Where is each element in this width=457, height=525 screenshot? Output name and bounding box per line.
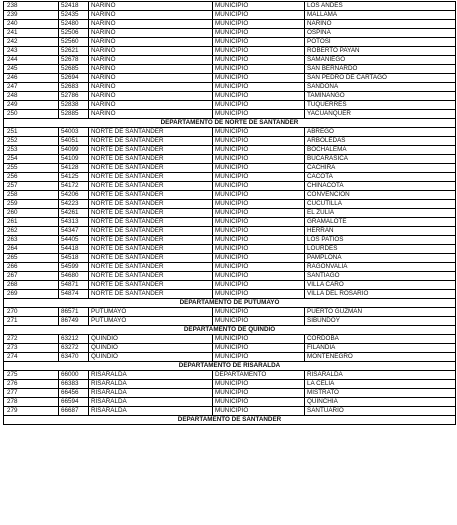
dane-code-cell: 63470	[59, 353, 89, 362]
department-header-row	[4, 416, 456, 425]
row-number-cell: 274	[4, 353, 59, 362]
table-row	[4, 317, 456, 326]
table-row	[4, 110, 456, 119]
department-cell: NARIÑO	[89, 56, 213, 65]
entity-type-cell: MUNICIPIO	[213, 290, 305, 299]
table-row	[4, 191, 456, 200]
table-row	[4, 371, 456, 380]
dane-code-cell: 52418	[59, 2, 89, 11]
dane-code-cell: 52678	[59, 56, 89, 65]
dane-code-cell: 66000	[59, 371, 89, 380]
department-cell: RISARALDA	[89, 407, 213, 416]
entity-type-cell: MUNICIPIO	[213, 200, 305, 209]
entity-type-cell: MUNICIPIO	[213, 407, 305, 416]
municipality-name-cell: BUCARASICA	[305, 155, 456, 164]
department-cell: NORTE DE SANTANDER	[89, 218, 213, 227]
entity-type-cell: MUNICIPIO	[213, 227, 305, 236]
dane-code-cell: 54871	[59, 281, 89, 290]
table-row	[4, 83, 456, 92]
municipality-name-cell: YACUANQUER	[305, 110, 456, 119]
table-row	[4, 56, 456, 65]
table-row	[4, 2, 456, 11]
entity-type-cell: MUNICIPIO	[213, 182, 305, 191]
municipality-name-cell: QUINCHIA	[305, 398, 456, 407]
department-cell: NORTE DE SANTANDER	[89, 209, 213, 218]
table-row	[4, 164, 456, 173]
table-row	[4, 173, 456, 182]
row-number-cell: 239	[4, 11, 59, 20]
entity-type-cell: MUNICIPIO	[213, 47, 305, 56]
department-header: DEPARTAMENTO DE PUTUMAYO	[4, 299, 456, 308]
entity-type-cell: MUNICIPIO	[213, 398, 305, 407]
municipality-name-cell: ROBERTO PAYAN	[305, 47, 456, 56]
municipality-name-cell: MONTENEGRO	[305, 353, 456, 362]
municipality-name-cell: CORDOBA	[305, 335, 456, 344]
row-number-cell: 241	[4, 29, 59, 38]
department-header-row	[4, 362, 456, 371]
row-number-cell: 244	[4, 56, 59, 65]
municipality-name-cell: SANDONA	[305, 83, 456, 92]
dane-code-cell: 54599	[59, 263, 89, 272]
municipality-name-cell: ABREGO	[305, 128, 456, 137]
department-cell: NORTE DE SANTANDER	[89, 236, 213, 245]
entity-type-cell: MUNICIPIO	[213, 83, 305, 92]
table-row	[4, 344, 456, 353]
row-number-cell: 247	[4, 83, 59, 92]
row-number-cell: 268	[4, 281, 59, 290]
entity-type-cell: MUNICIPIO	[213, 20, 305, 29]
table-row	[4, 65, 456, 74]
entity-type-cell: MUNICIPIO	[213, 245, 305, 254]
department-cell: NARIÑO	[89, 29, 213, 38]
department-cell: NARIÑO	[89, 65, 213, 74]
row-number-cell: 249	[4, 101, 59, 110]
row-number-cell: 279	[4, 407, 59, 416]
dane-code-cell: 54125	[59, 173, 89, 182]
table-row	[4, 146, 456, 155]
dane-code-cell: 63272	[59, 344, 89, 353]
dane-code-cell: 66456	[59, 389, 89, 398]
table-row	[4, 47, 456, 56]
department-header: DEPARTAMENTO DE QUINDIO	[4, 326, 456, 335]
dane-code-cell: 54313	[59, 218, 89, 227]
department-header: DEPARTAMENTO DE RISARALDA	[4, 362, 456, 371]
table-row	[4, 389, 456, 398]
row-number-cell: 242	[4, 38, 59, 47]
entity-type-cell: MUNICIPIO	[213, 11, 305, 20]
row-number-cell: 251	[4, 128, 59, 137]
municipality-name-cell: FILANDIA	[305, 344, 456, 353]
municipality-name-cell: BOCHALEMA	[305, 146, 456, 155]
municipality-name-cell: CACHIRA	[305, 164, 456, 173]
table-row	[4, 290, 456, 299]
table-row	[4, 200, 456, 209]
municipality-name-cell: SANTIAGO	[305, 272, 456, 281]
municipality-name-cell: RISARALDA	[305, 371, 456, 380]
dane-code-cell: 54109	[59, 155, 89, 164]
entity-type-cell: MUNICIPIO	[213, 236, 305, 245]
table-row	[4, 128, 456, 137]
department-cell: NARIÑO	[89, 110, 213, 119]
dane-code-cell: 54680	[59, 272, 89, 281]
table-row	[4, 11, 456, 20]
dane-code-cell: 86571	[59, 308, 89, 317]
entity-type-cell: MUNICIPIO	[213, 344, 305, 353]
dane-code-cell: 54051	[59, 137, 89, 146]
dane-code-cell: 66594	[59, 398, 89, 407]
entity-type-cell: MUNICIPIO	[213, 389, 305, 398]
dane-code-cell: 52560	[59, 38, 89, 47]
entity-type-cell: MUNICIPIO	[213, 164, 305, 173]
row-number-cell: 246	[4, 74, 59, 83]
entity-type-cell: MUNICIPIO	[213, 317, 305, 326]
municipality-name-cell: CONVENCION	[305, 191, 456, 200]
department-cell: NORTE DE SANTANDER	[89, 290, 213, 299]
row-number-cell: 277	[4, 389, 59, 398]
table-row	[4, 209, 456, 218]
municipality-name-cell: CHINACOTA	[305, 182, 456, 191]
table-row	[4, 380, 456, 389]
entity-type-cell: MUNICIPIO	[213, 335, 305, 344]
row-number-cell: 258	[4, 191, 59, 200]
municipality-name-cell: LOS PATIOS	[305, 236, 456, 245]
municipality-name-cell: NARIÑO	[305, 20, 456, 29]
row-number-cell: 240	[4, 20, 59, 29]
department-cell: NORTE DE SANTANDER	[89, 173, 213, 182]
table-row	[4, 155, 456, 164]
municipality-name-cell: RAGONVALIA	[305, 263, 456, 272]
dane-code-cell: 52683	[59, 83, 89, 92]
dane-code-cell: 52885	[59, 110, 89, 119]
dane-code-cell: 52694	[59, 74, 89, 83]
municipality-name-cell: LA CELIA	[305, 380, 456, 389]
dane-code-cell: 52685	[59, 65, 89, 74]
department-cell: NORTE DE SANTANDER	[89, 227, 213, 236]
table-row	[4, 182, 456, 191]
department-cell: RISARALDA	[89, 398, 213, 407]
dane-code-cell: 66687	[59, 407, 89, 416]
municipality-name-cell: MISTRATO	[305, 389, 456, 398]
municipality-name-cell: POTOSI	[305, 38, 456, 47]
table-row	[4, 74, 456, 83]
dane-code-cell: 52786	[59, 92, 89, 101]
department-cell: NARIÑO	[89, 38, 213, 47]
entity-type-cell: MUNICIPIO	[213, 209, 305, 218]
dane-code-cell: 54405	[59, 236, 89, 245]
row-number-cell: 253	[4, 146, 59, 155]
row-number-cell: 272	[4, 335, 59, 344]
row-number-cell: 256	[4, 173, 59, 182]
department-cell: NORTE DE SANTANDER	[89, 272, 213, 281]
entity-type-cell: MUNICIPIO	[213, 92, 305, 101]
dane-code-cell: 52506	[59, 29, 89, 38]
table-row	[4, 407, 456, 416]
table-row	[4, 20, 456, 29]
dane-code-cell: 54518	[59, 254, 89, 263]
department-cell: NARIÑO	[89, 74, 213, 83]
entity-type-cell: MUNICIPIO	[213, 74, 305, 83]
row-number-cell: 275	[4, 371, 59, 380]
entity-type-cell: MUNICIPIO	[213, 137, 305, 146]
dane-code-cell: 54418	[59, 245, 89, 254]
table-body	[4, 2, 456, 425]
dane-code-cell: 54874	[59, 290, 89, 299]
entity-type-cell: MUNICIPIO	[213, 254, 305, 263]
department-cell: PUTUMAYO	[89, 317, 213, 326]
row-number-cell: 265	[4, 254, 59, 263]
municipality-name-cell: SAN BERNARDO	[305, 65, 456, 74]
row-number-cell: 262	[4, 227, 59, 236]
department-cell: QUINDIO	[89, 353, 213, 362]
dane-code-cell: 54347	[59, 227, 89, 236]
dane-code-cell: 54206	[59, 191, 89, 200]
department-header: DEPARTAMENTO DE NORTE DE SANTANDER	[4, 119, 456, 128]
municipality-name-cell: EL ZULIA	[305, 209, 456, 218]
table-row	[4, 137, 456, 146]
department-cell: NORTE DE SANTANDER	[89, 182, 213, 191]
entity-type-cell: DEPARTAMENTO	[213, 371, 305, 380]
department-cell: NARIÑO	[89, 92, 213, 101]
municipality-name-cell: VILLA CARO	[305, 281, 456, 290]
row-number-cell: 273	[4, 344, 59, 353]
row-number-cell: 259	[4, 200, 59, 209]
row-number-cell: 263	[4, 236, 59, 245]
municipality-name-cell: CUCUTILLA	[305, 200, 456, 209]
municipality-table	[3, 1, 456, 425]
row-number-cell: 257	[4, 182, 59, 191]
department-cell: NARIÑO	[89, 2, 213, 11]
dane-code-cell: 52621	[59, 47, 89, 56]
table-row	[4, 335, 456, 344]
dane-code-cell: 54261	[59, 209, 89, 218]
entity-type-cell: MUNICIPIO	[213, 218, 305, 227]
dane-code-cell: 52435	[59, 11, 89, 20]
table-row	[4, 227, 456, 236]
department-header: DEPARTAMENTO DE SANTANDER	[4, 416, 456, 425]
entity-type-cell: MUNICIPIO	[213, 380, 305, 389]
municipality-name-cell: HERRAN	[305, 227, 456, 236]
entity-type-cell: MUNICIPIO	[213, 155, 305, 164]
table-row	[4, 29, 456, 38]
dane-code-cell: 54172	[59, 182, 89, 191]
entity-type-cell: MUNICIPIO	[213, 353, 305, 362]
department-cell: QUINDIO	[89, 335, 213, 344]
row-number-cell: 271	[4, 317, 59, 326]
table-row	[4, 308, 456, 317]
dane-code-cell: 63212	[59, 335, 89, 344]
dane-code-cell: 86749	[59, 317, 89, 326]
row-number-cell: 254	[4, 155, 59, 164]
row-number-cell: 250	[4, 110, 59, 119]
municipality-name-cell: SAMANIEGO	[305, 56, 456, 65]
dane-code-cell: 52480	[59, 20, 89, 29]
table-row	[4, 281, 456, 290]
department-cell: RISARALDA	[89, 380, 213, 389]
department-cell: NARIÑO	[89, 11, 213, 20]
department-header-row	[4, 119, 456, 128]
entity-type-cell: MUNICIPIO	[213, 128, 305, 137]
department-cell: NORTE DE SANTANDER	[89, 146, 213, 155]
entity-type-cell: MUNICIPIO	[213, 263, 305, 272]
entity-type-cell: MUNICIPIO	[213, 38, 305, 47]
row-number-cell: 264	[4, 245, 59, 254]
municipality-name-cell: GRAMALOTE	[305, 218, 456, 227]
municipality-name-cell: PUERTO GUZMAN	[305, 308, 456, 317]
row-number-cell: 276	[4, 380, 59, 389]
municipality-name-cell: ARBOLEDAS	[305, 137, 456, 146]
department-header-row	[4, 299, 456, 308]
dane-code-cell: 66383	[59, 380, 89, 389]
table-row	[4, 272, 456, 281]
dane-code-cell: 54099	[59, 146, 89, 155]
department-cell: NORTE DE SANTANDER	[89, 155, 213, 164]
table-row	[4, 101, 456, 110]
dane-code-cell: 54128	[59, 164, 89, 173]
row-number-cell: 238	[4, 2, 59, 11]
row-number-cell: 255	[4, 164, 59, 173]
municipality-name-cell: SAN PEDRO DE CARTAGO	[305, 74, 456, 83]
table-row	[4, 398, 456, 407]
entity-type-cell: MUNICIPIO	[213, 56, 305, 65]
department-cell: NORTE DE SANTANDER	[89, 254, 213, 263]
row-number-cell: 243	[4, 47, 59, 56]
department-cell: NARIÑO	[89, 101, 213, 110]
department-cell: QUINDIO	[89, 344, 213, 353]
department-cell: NORTE DE SANTANDER	[89, 191, 213, 200]
table-row	[4, 263, 456, 272]
municipality-name-cell: SIBUNDOY	[305, 317, 456, 326]
table-row	[4, 218, 456, 227]
table-row	[4, 353, 456, 362]
dane-code-cell: 54223	[59, 200, 89, 209]
department-cell: NORTE DE SANTANDER	[89, 281, 213, 290]
entity-type-cell: MUNICIPIO	[213, 281, 305, 290]
municipality-name-cell: TAMINANGO	[305, 92, 456, 101]
row-number-cell: 270	[4, 308, 59, 317]
entity-type-cell: MUNICIPIO	[213, 308, 305, 317]
dane-code-cell: 54003	[59, 128, 89, 137]
department-cell: NORTE DE SANTANDER	[89, 200, 213, 209]
entity-type-cell: MUNICIPIO	[213, 29, 305, 38]
municipality-name-cell: SANTUARIO	[305, 407, 456, 416]
department-cell: NORTE DE SANTANDER	[89, 128, 213, 137]
entity-type-cell: MUNICIPIO	[213, 191, 305, 200]
entity-type-cell: MUNICIPIO	[213, 173, 305, 182]
row-number-cell: 261	[4, 218, 59, 227]
entity-type-cell: MUNICIPIO	[213, 272, 305, 281]
table-row	[4, 38, 456, 47]
department-cell: PUTUMAYO	[89, 308, 213, 317]
table-row	[4, 254, 456, 263]
row-number-cell: 260	[4, 209, 59, 218]
department-cell: RISARALDA	[89, 371, 213, 380]
department-cell: NORTE DE SANTANDER	[89, 137, 213, 146]
row-number-cell: 248	[4, 92, 59, 101]
department-cell: NARIÑO	[89, 83, 213, 92]
entity-type-cell: MUNICIPIO	[213, 65, 305, 74]
entity-type-cell: MUNICIPIO	[213, 101, 305, 110]
municipality-name-cell: VILLA DEL ROSARIO	[305, 290, 456, 299]
entity-type-cell: MUNICIPIO	[213, 2, 305, 11]
table-row	[4, 92, 456, 101]
municipality-name-cell: LOURDES	[305, 245, 456, 254]
table-row	[4, 245, 456, 254]
municipality-name-cell: PAMPLONA	[305, 254, 456, 263]
table-row	[4, 236, 456, 245]
row-number-cell: 278	[4, 398, 59, 407]
entity-type-cell: MUNICIPIO	[213, 110, 305, 119]
department-cell: NORTE DE SANTANDER	[89, 245, 213, 254]
department-cell: NORTE DE SANTANDER	[89, 164, 213, 173]
department-cell: NORTE DE SANTANDER	[89, 263, 213, 272]
entity-type-cell: MUNICIPIO	[213, 146, 305, 155]
municipality-name-cell: LOS ANDES	[305, 2, 456, 11]
department-cell: RISARALDA	[89, 389, 213, 398]
municipality-name-cell: OSPINA	[305, 29, 456, 38]
row-number-cell: 252	[4, 137, 59, 146]
municipality-name-cell: TUQUERRES	[305, 101, 456, 110]
row-number-cell: 266	[4, 263, 59, 272]
department-cell: NARIÑO	[89, 20, 213, 29]
row-number-cell: 267	[4, 272, 59, 281]
department-cell: NARIÑO	[89, 47, 213, 56]
municipality-name-cell: CACOTA	[305, 173, 456, 182]
row-number-cell: 245	[4, 65, 59, 74]
department-header-row	[4, 326, 456, 335]
row-number-cell: 269	[4, 290, 59, 299]
dane-code-cell: 52838	[59, 101, 89, 110]
municipality-name-cell: MALLAMA	[305, 11, 456, 20]
